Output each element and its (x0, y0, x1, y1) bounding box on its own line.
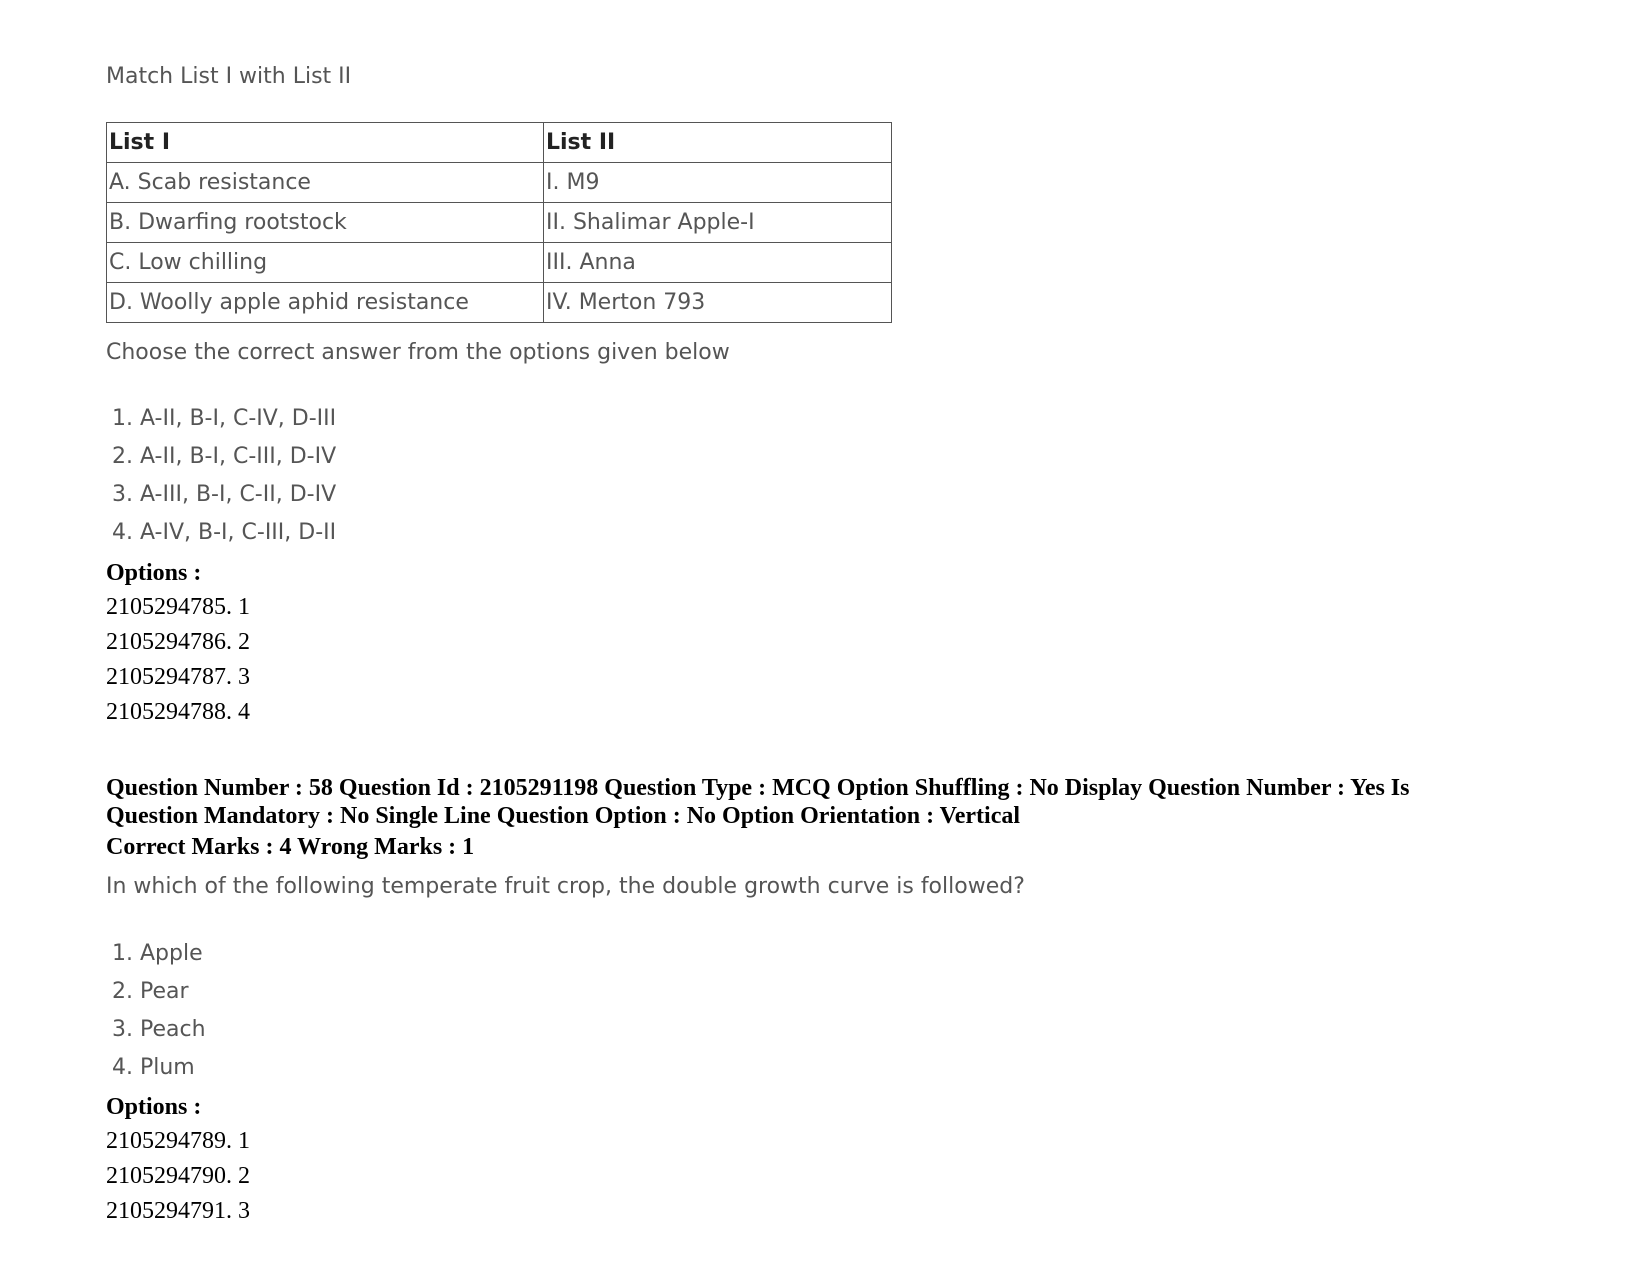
question-marks: Correct Marks : 4 Wrong Marks : 1 (106, 834, 475, 860)
option-id-row: 2105294790. 2 (106, 1163, 250, 1189)
option-id-row: 2105294791. 3 (106, 1198, 250, 1224)
options-heading: Options : (106, 1094, 202, 1120)
question-text: In which of the following temperate fruit crop, the double growth curve is followed? (106, 874, 1025, 899)
option-id-row: 2105294789. 1 (106, 1128, 250, 1154)
table-cell: B. Dwarfing rootstock (107, 203, 544, 243)
table-header-list-2: List II (544, 123, 892, 163)
option-id-row: 2105294788. 4 (106, 699, 250, 725)
list-item: 3. Peach (112, 1017, 206, 1042)
option-id-row: 2105294785. 1 (106, 594, 250, 620)
q57-options-block (106, 556, 250, 730)
options-heading: Options : (106, 560, 202, 586)
list-item: 1. A-II, B-I, C-IV, D-III (112, 406, 337, 431)
list-item: 2. Pear (112, 979, 189, 1004)
match-table (106, 122, 892, 323)
list-item: 4. Plum (112, 1055, 195, 1080)
table-row (107, 163, 892, 203)
q57-answer-list (112, 400, 336, 552)
table-cell: IV. Merton 793 (544, 283, 892, 323)
option-id-row: 2105294787. 3 (106, 664, 250, 690)
table-cell: III. Anna (544, 243, 892, 283)
table-row (107, 283, 892, 323)
list-item: 4. A-IV, B-I, C-III, D-II (112, 520, 337, 545)
table-cell: C. Low chilling (107, 243, 544, 283)
list-item: 3. A-III, B-I, C-II, D-IV (112, 482, 337, 507)
option-id-row: 2105294786. 2 (106, 629, 250, 655)
table-cell: I. M9 (544, 163, 892, 203)
match-instruction: Match List I with List II (106, 64, 352, 89)
table-cell: D. Woolly apple aphid resistance (107, 283, 544, 323)
table-cell: II. Shalimar Apple-I (544, 203, 892, 243)
table-row (107, 203, 892, 243)
table-header-list-1: List I (107, 123, 544, 163)
choose-instruction: Choose the correct answer from the options given below (106, 340, 730, 365)
table-cell: A. Scab resistance (107, 163, 544, 203)
q58-answer-list (112, 935, 206, 1087)
q58-options-block (106, 1090, 250, 1229)
list-item: 2. A-II, B-I, C-III, D-IV (112, 444, 337, 469)
table-header-row (107, 123, 892, 163)
table-row (107, 243, 892, 283)
list-item: 1. Apple (112, 941, 203, 966)
question-meta: Question Number : 58 Question Id : 2105291198 Question Type : MCQ Option Shuffling : No Display Question Number : Yes Is Question Mandatory : No Single Line Question Option : No Option Orientation : Vertical (106, 775, 1410, 829)
